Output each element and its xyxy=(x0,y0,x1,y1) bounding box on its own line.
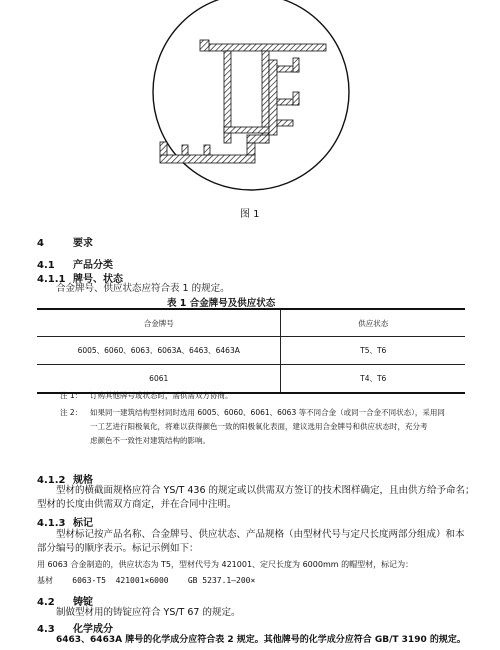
section-number: 4.1.1 xyxy=(37,274,66,285)
section-number: 4.2 xyxy=(37,597,55,608)
section-4-3-text: 6463、6463A 牌号的化学成分应符合表 2 规定。其他牌号的化学成分应符合 GB/T 3190 的规定。 xyxy=(56,635,466,645)
section-4-heading xyxy=(37,234,93,249)
note-1 xyxy=(0,389,500,403)
section-number: 4.1.3 xyxy=(37,518,66,529)
section-title: 规格 xyxy=(73,475,93,486)
table-cell: T4、T6 xyxy=(281,365,465,394)
section-title: 标记 xyxy=(73,518,93,529)
table-cell: 6061 xyxy=(37,365,281,394)
table-header-row xyxy=(37,309,465,337)
section-4-1-3-heading xyxy=(37,514,93,529)
note-text-line: 一工艺进行阳极氧化，将难以获得颜色一致的阳极氧化表面，建议选用合金牌号和供应状态时，充分考 xyxy=(90,422,428,431)
section-number: 4.3 xyxy=(37,624,55,635)
table-1 xyxy=(37,308,465,394)
section-4-1-1-text: 合金牌号、供应状态应符合表 1 的规定。 xyxy=(56,283,230,294)
section-title: 铸锭 xyxy=(73,597,93,608)
note-label: 注 2： xyxy=(60,408,83,417)
table-header-cell: 合金牌号 xyxy=(37,309,281,337)
section-title: 产品分类 xyxy=(73,260,113,271)
table-cell: 6005、6060、6063、6063A、6463、6463A xyxy=(37,337,281,365)
profile-cross-section-figure xyxy=(0,0,500,210)
marking-example-intro: 用 6063 合金制造的，供应状态为 T5，型材代号为 421001、定尺长度为 6000mm 的帽型材，标记为： xyxy=(37,560,414,569)
section-4-2-text: 制做型材用的铸锭应符合 YS/T 67 的规定。 xyxy=(56,607,241,618)
note-text-line: 虑颜色不一致性对建筑结构的影响。 xyxy=(90,436,210,445)
section-number: 4.1 xyxy=(37,260,55,271)
section-4-1-2-line-1: 型材的横截面规格应符合 YS/T 436 的规定或以供需双方签订的技术图样确定，且由供方给予命名； xyxy=(56,485,475,496)
table-cell: T5、T6 xyxy=(281,337,465,365)
note-2 xyxy=(0,406,500,448)
section-number: 4 xyxy=(37,238,44,249)
note-label: 注 1： xyxy=(60,391,83,400)
section-4-1-2-line-2: 型材的长度由供需双方商定，并在合同中注明。 xyxy=(37,499,237,510)
note-text-line: 订购其他牌号或状态时，需供需双方协商。 xyxy=(90,391,233,400)
section-4-1-3-line-1: 型材标记按产品名称、合金牌号、供应状态、产品规格（由型材代号与定尺长度两部分组成）和本 xyxy=(56,529,465,540)
section-title: 要求 xyxy=(73,238,93,249)
section-title: 化学成分 xyxy=(73,624,113,635)
marking-example: 基材 6063-T5 421001×6000 GB 5237.1—200× xyxy=(37,576,256,585)
section-title: 牌号、状态 xyxy=(73,274,123,285)
note-text-line: 如果同一建筑结构型材同时选用 6005、6060、6061、6063 等不同合金（或同一合金不同状态），采用同 xyxy=(90,408,445,417)
section-number: 4.1.2 xyxy=(37,475,66,486)
figure-caption: 图 1 xyxy=(240,209,260,220)
section-4-1-3-line-2: 部分编号的顺序表示。标记示例如下： xyxy=(37,543,199,554)
table-header-cell: 供应状态 xyxy=(281,309,465,337)
section-4-1-heading xyxy=(37,256,113,271)
table-row xyxy=(37,337,465,365)
table-1-title: 表 1 合金牌号及供应状态 xyxy=(167,298,276,309)
